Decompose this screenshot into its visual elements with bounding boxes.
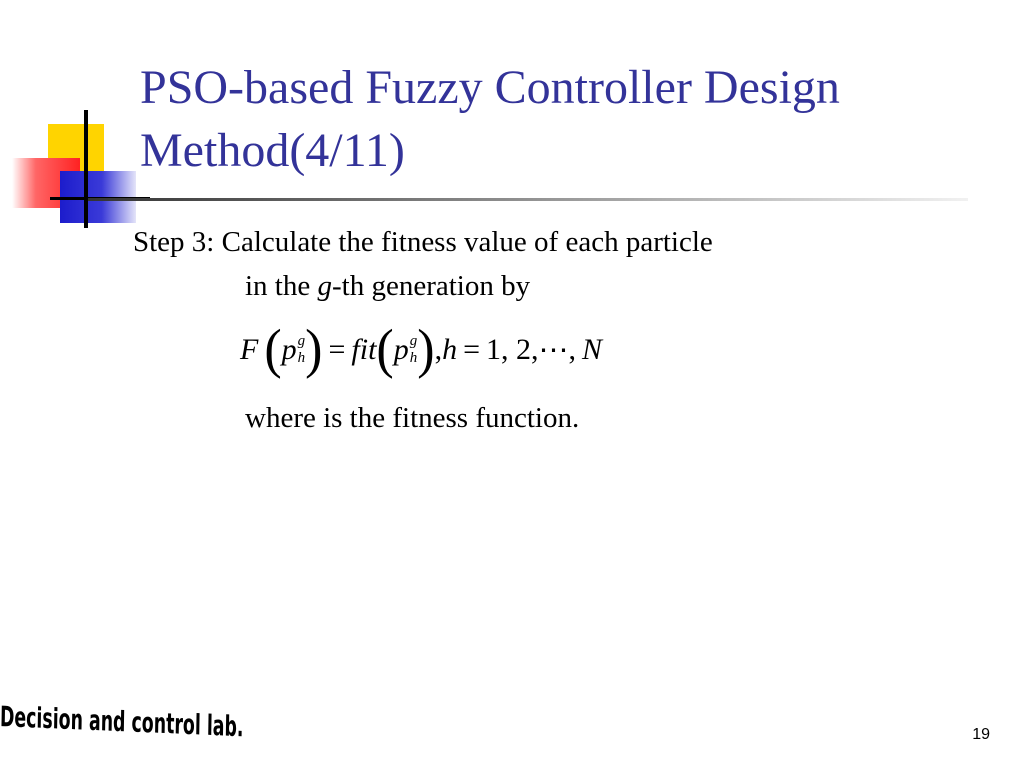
eq-h: h: [442, 333, 458, 366]
eq-F: F: [240, 333, 259, 366]
eq-paren-close-2: ): [417, 319, 435, 380]
eq-paren-open-2: (: [376, 319, 394, 380]
eq-sub-h: h: [297, 350, 306, 366]
eq-paren-open: (: [264, 319, 282, 380]
eq-sequence: 1, 2,: [486, 333, 539, 366]
title-underline: [88, 198, 968, 201]
title-line-2: Method(4/11): [140, 124, 405, 177]
eq-p-indices: [298, 333, 306, 367]
where-text: where is the fitness function.: [245, 402, 580, 434]
lab-name-footer: Decision and control lab.: [0, 700, 244, 744]
eq-comma-2: ,: [568, 333, 576, 366]
eq-sup-g: g: [297, 333, 306, 349]
eq-p-indices-2: [410, 333, 418, 367]
page-number: 19: [972, 726, 990, 743]
eq-equals-2: =: [463, 333, 480, 366]
eq-equals: =: [328, 333, 346, 366]
eq-comma: ,: [434, 333, 443, 366]
step-3-continuation: [245, 270, 530, 303]
fitness-equation: [240, 318, 602, 382]
eq-p-2: p: [393, 333, 409, 366]
logo-vertical-line: [84, 110, 88, 228]
eq-fit: fit: [351, 333, 377, 366]
eq-N: N: [582, 333, 603, 366]
generation-variable: g: [317, 270, 332, 302]
title-line-1: PSO-based Fuzzy Controller Design: [140, 61, 840, 114]
eq-p: p: [281, 333, 297, 366]
eq-dots: ⋯: [538, 333, 569, 367]
eq-sup-g-2: g: [409, 333, 418, 349]
slide-title: [140, 56, 1000, 182]
step-3-text: Step 3: Calculate the fitness value of each particle: [133, 226, 713, 258]
eq-sub-h-2: h: [409, 350, 418, 366]
eq-paren-close: ): [305, 319, 323, 380]
step-cont-suffix: -th generation by: [332, 270, 531, 302]
step-cont-prefix: in the: [245, 270, 318, 302]
